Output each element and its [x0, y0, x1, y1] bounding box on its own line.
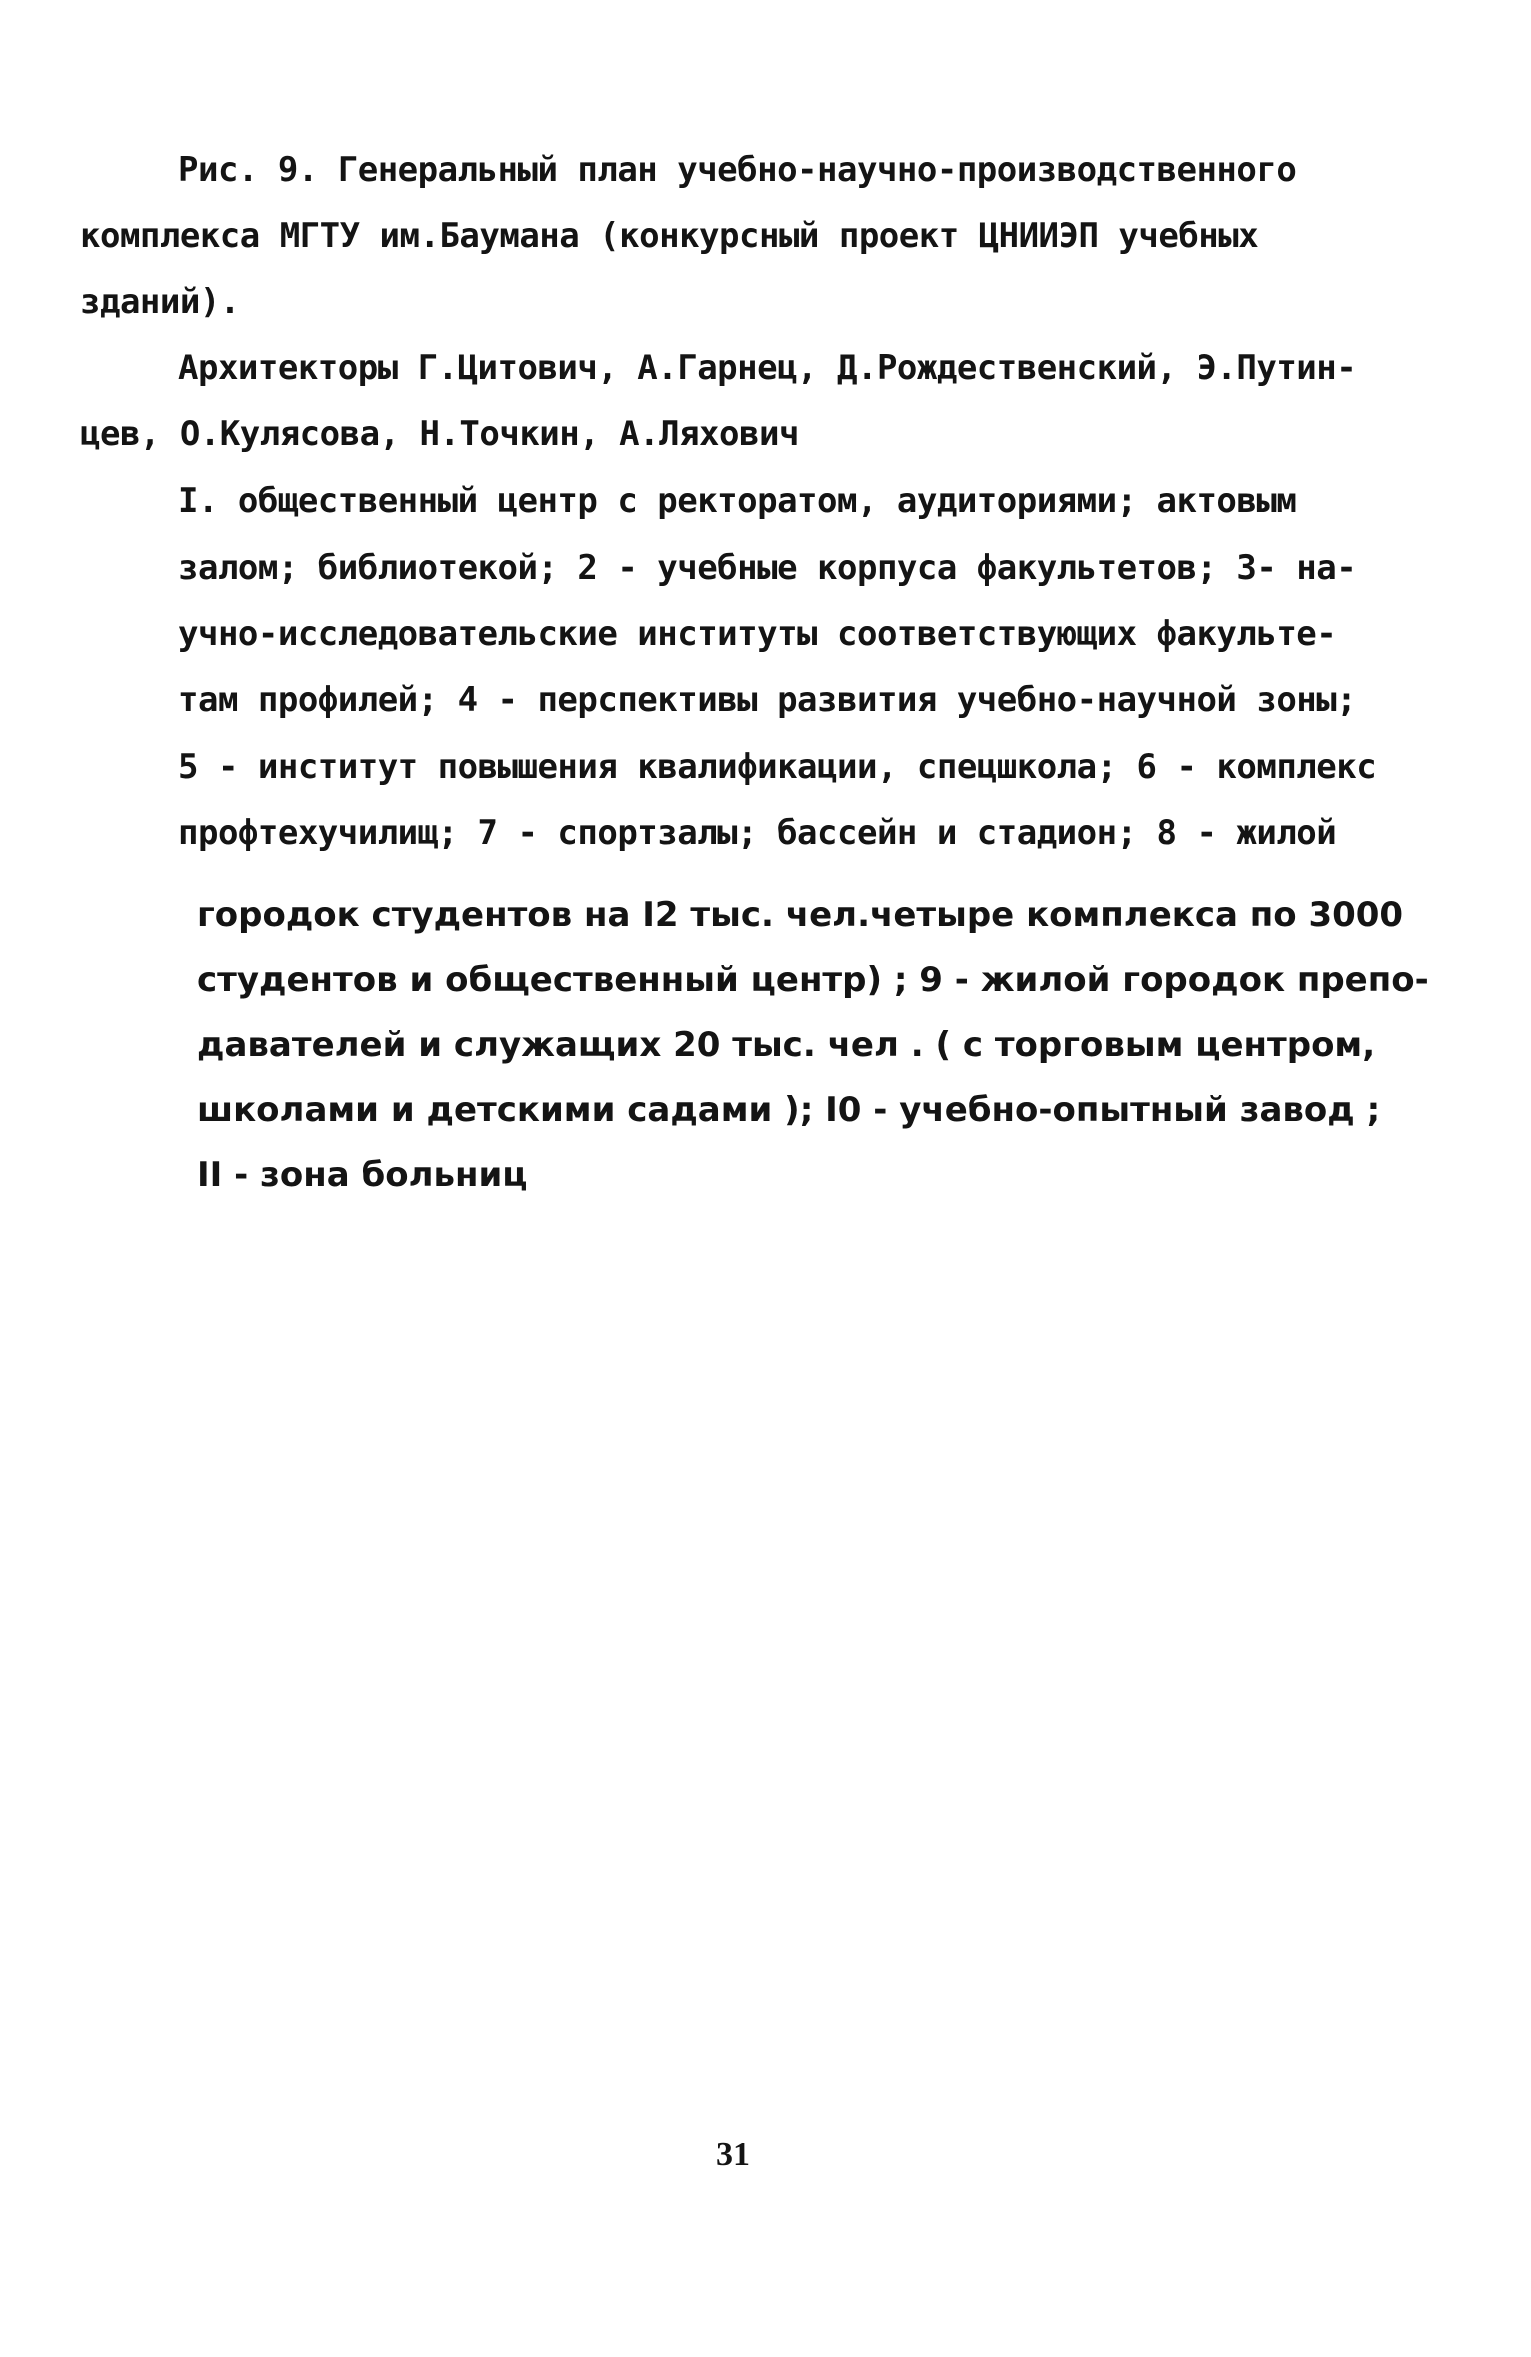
caption-line: Рис. 9. Генеральный план учебно-научно-производственного [178, 150, 1297, 190]
legend-line: I. общественный центр с ректоратом, аудиториями; актовым [178, 481, 1297, 521]
legend-line: профтехучилищ; 7 - спортзалы; бассейн и стадион; 8 - жилой [178, 813, 1337, 853]
page-number: 31 [716, 2136, 750, 2173]
legend-line: залом; библиотекой; 2 - учебные корпуса факультетов; 3- на- [178, 548, 1357, 588]
legend-line: городок студентов на I2 тыс. чел.четыре комплекса по 3000 [197, 895, 1404, 935]
legend-line: 5 - институт повышения квалификации, спецшкола; 6 - комплекс [178, 747, 1377, 787]
legend-line: студентов и общественный центр) ; 9 - жилой городок препо- [197, 960, 1429, 1000]
legend-line: там профилей; 4 - перспективы развития учебно-научной зоны; [178, 680, 1357, 720]
legend-line: II - зона больниц [197, 1155, 528, 1195]
caption-line: комплекса МГТУ им.Баумана (конкурсный проект ЦНИИЭП учебных [80, 216, 1259, 256]
legend-line: школами и детскими садами ); I0 - учебно-опытный завод ; [197, 1090, 1381, 1130]
legend-line: давателей и служащих 20 тыс. чел . ( с торговым центром, [197, 1025, 1376, 1065]
caption-line: зданий). [80, 282, 240, 322]
architects-line: Архитекторы Г.Цитович, А.Гарнец, Д.Рождественский, Э.Путин- [178, 348, 1357, 388]
legend-line: учно-исследовательские институты соответствующих факульте- [178, 614, 1337, 654]
architects-line: цев, О.Кулясова, Н.Точкин, А.Ляхович [80, 414, 799, 454]
